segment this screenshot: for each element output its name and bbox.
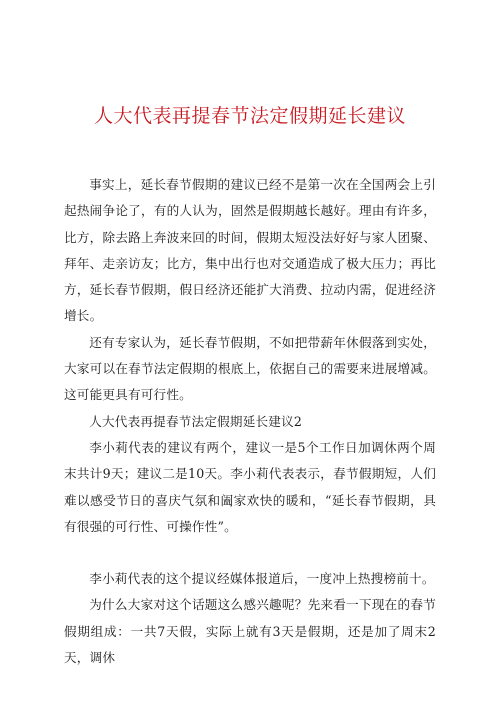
document-body: [64, 172, 436, 671]
section-heading-2: 人大代表再提春节法定假期延长建议2: [89, 413, 303, 429]
paragraph-4: 李小莉代表的这个提议经媒体报道后，一度冲上热搜榜前十。: [89, 571, 435, 587]
paragraph-1: 事实上，延长春节假期的建议已经不是第一次在全国两会上引起热闹争论了，有的人认为，固然是假期越长越好。理由有许多，比方，除去路上奔波来回的时间，假期太短没法好好与家人团聚、拜年、走亲访友；比方，集中出行也对交通造成了极大压力；再比方，延长春节假期，假日经济还能扩大消费、拉动内需，促进经济增长。: [64, 177, 436, 324]
document-title: 人大代表再提春节法定假期延长建议: [93, 105, 406, 127]
paragraph-5: 为什么大家对这个话题这么感兴趣呢？先来看一下现在的春节假期组成：一共7天假，实际上就有3天是假期，还是加了周末2天，调休: [64, 597, 436, 666]
paragraph-3: 李小莉代表的建议有两个，建议一是5个工作日加调休两个周末共计9天；建议二是10天。李小莉代表表示，春节假期短，人们难以感受节日的喜庆气氛和阖家欢快的暖和，“延长春节假期，具有很强的可行性、可操作性”。: [64, 439, 436, 534]
paragraph-2: 还有专家认为，延长春节假期，不如把带薪年休假落到实处，大家可以在春节法定假期的根底上，依据自己的需要来进展增减。这可能更具有可行性。: [64, 334, 436, 403]
